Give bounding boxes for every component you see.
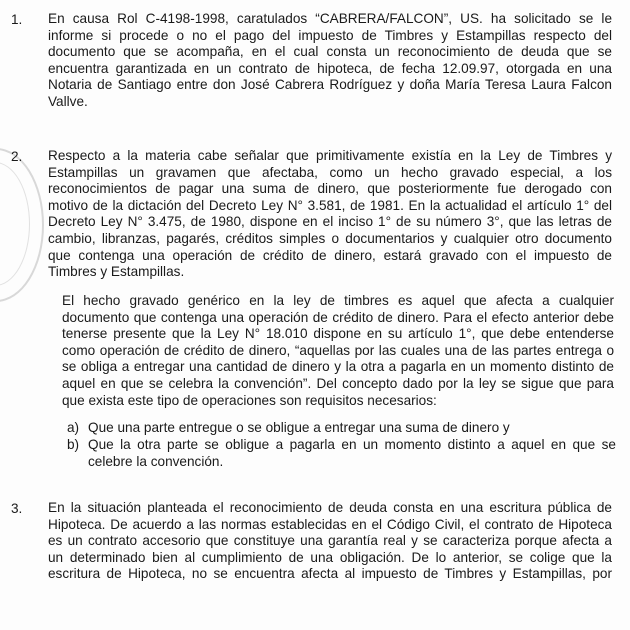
list-letter: a) [67, 420, 80, 435]
paragraph-line: Hipoteca. De acuerdo a las normas establecidas en el Código Civil, el contrato de Hipoteca [48, 516, 612, 532]
paragraph-line: informe si procede o no el pago del impuesto de Timbres y Estampillas respecto del [48, 27, 612, 43]
paragraph-line: documento que se acompaña, en el cual consta un reconocimiento de deuda que se [48, 44, 612, 60]
paragraph-line: El hecho gravado genérico en la ley de timbres es aquel que afecta a cualquier [62, 293, 614, 308]
paragraph-line: tenerse presente que la Ley N° 18.010 dispone en su artículo 1°, que debe entenderse [62, 326, 614, 342]
paragraph-line: aquel en que se celebra la convención”. Del concepto dado por la ley se sigue que para [62, 375, 614, 391]
section-number: 1. [11, 12, 23, 27]
paragraph-line: que contenga una operación de crédito de dinero, estará gravado con el impuesto de [48, 247, 612, 263]
paragraph-line: En causa Rol C-4198-1998, caratulados “CABRERA/FALCON”, US. ha solicitado se le [48, 11, 612, 26]
section-3-paragraph [48, 500, 612, 583]
section-2-definition-paragraph [62, 293, 614, 409]
section-1-paragraph [48, 11, 612, 111]
paragraph-line: como operación de crédito de dinero, “aquellas por las cuales una de las partes entrega o [62, 342, 614, 358]
list-item-text: Que la otra parte se obligue a pagarla en un momento distinto a aquel en que se [88, 437, 616, 452]
paragraph-line: documento que contenga una operación de crédito de dinero. Para el efecto anterior debe [62, 309, 614, 325]
paragraph-line: En la situación planteada el reconocimiento de deuda consta en una escritura pública de [48, 500, 612, 515]
paragraph-line: Notaria de Santiago entre don José Cabrera Rodríguez y doña María Teresa Laura Falcon [48, 77, 612, 93]
paragraph-line: cambio, libranzas, pagarés, créditos simples o documentarios y cualquier otro documento [48, 230, 612, 246]
section-2-paragraph [48, 148, 612, 281]
section-number: 3. [11, 501, 23, 516]
list-item-text: celebre la convención. [88, 453, 224, 469]
list-letter: b) [67, 437, 80, 452]
paragraph-line: un determinado bien al cumplimiento de una obligación. De lo anterior, se colige que la [48, 549, 612, 565]
list-item-text: Que una parte entregue o se obligue a entregar una suma de dinero y [88, 420, 510, 435]
paragraph-line: Vallve. [48, 93, 88, 109]
paragraph-line: Timbres y Estampillas. [48, 264, 185, 280]
paragraph-line: se obliga a entregar una cantidad de dinero y la otra a pagarla en un momento distinto de [62, 359, 614, 375]
paragraph-line: motivo de la dictación del Decreto Ley N° 3.581, de 1981. En la actualidad el artículo 1° del [48, 197, 612, 213]
paragraph-line: Respecto a la materia cabe señalar que primitivamente existía en la Ley de Timbres y [48, 148, 612, 163]
paragraph-line: escritura de Hipoteca, no se encuentra afecta al impuesto de Timbres y Estampillas, por [48, 566, 612, 582]
paragraph-line: reconocimientos de pagar una suma de dinero, que posteriormente fue derogado con [48, 181, 612, 197]
paragraph-line: que exista este tipo de operaciones son requisitos necesarios: [62, 392, 437, 408]
paragraph-line: Decreto Ley N° 3.475, de 1980, dispone en el inciso 1° de su número 3°, que las letras de [48, 214, 612, 230]
paragraph-line: es un contrato accesorio que constituye una garantía real y se caracteriza porque afecta a [48, 533, 612, 549]
paragraph-line: Estampillas un gravamen que afectaba, como un hecho gravado especial, a los [48, 164, 612, 180]
section-number: 2. [11, 149, 23, 164]
paragraph-line: encuentra garantizada en un contrato de hipoteca, de fecha 12.09.97, otorgada en una [48, 60, 612, 76]
